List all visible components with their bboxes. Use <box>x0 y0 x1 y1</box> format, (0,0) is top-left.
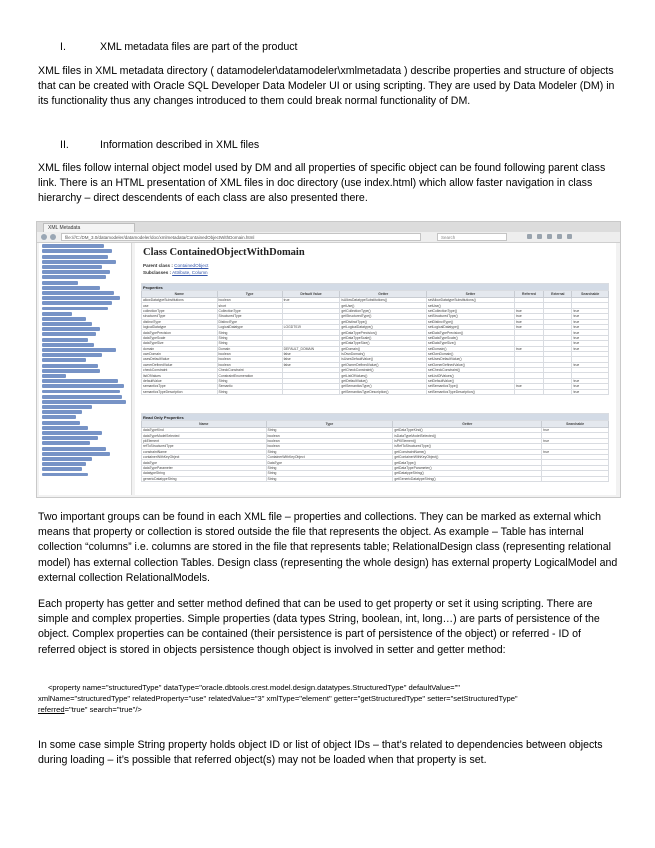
class-link[interactable] <box>42 384 124 388</box>
table-cell: boolean <box>217 357 282 362</box>
table-cell: true <box>514 384 543 389</box>
table-cell: isAllowDatatypeSubstitutions() <box>340 298 427 303</box>
table-cell: setCollectionType() <box>427 308 515 313</box>
table-cell: datatypeString <box>142 471 267 476</box>
class-link[interactable] <box>42 338 88 342</box>
table-section-header <box>142 414 609 421</box>
parent-class-label: Parent class : <box>143 263 173 268</box>
section-number: I. <box>60 41 66 53</box>
table-cell: true <box>572 389 609 394</box>
column-header: Type <box>266 421 393 428</box>
table-row <box>142 476 609 481</box>
column-header: Referred <box>514 291 543 298</box>
table-cell: true <box>572 362 609 367</box>
search-box[interactable]: Search <box>437 233 507 241</box>
table-cell: allowDatatypeSubstitutions <box>142 298 218 303</box>
table-cell: LogicalDatatype <box>217 324 282 329</box>
table-cell: false <box>282 362 340 367</box>
table-cell: ownDomain <box>142 351 218 356</box>
class-link[interactable] <box>42 426 88 430</box>
table-cell: String <box>266 465 393 470</box>
section-heading-cell: Properties <box>142 284 609 291</box>
table-header-row <box>142 291 609 298</box>
class-link[interactable] <box>42 312 72 316</box>
subclasses-line <box>143 270 208 275</box>
browser-toolbar <box>37 232 620 243</box>
table-cell: boolean <box>266 444 393 449</box>
table-cell: true <box>572 324 609 329</box>
class-link[interactable] <box>42 447 106 451</box>
column-header: Name <box>142 291 218 298</box>
class-link[interactable] <box>42 348 116 352</box>
table-cell: refToStructuredType <box>142 444 267 449</box>
class-link[interactable] <box>42 317 86 321</box>
class-link[interactable] <box>42 343 94 347</box>
table-cell: boolean <box>266 438 393 443</box>
table-cell: use <box>142 303 218 308</box>
section-title: Information described in XML files <box>100 139 260 151</box>
class-link[interactable] <box>42 332 96 336</box>
table-cell: getContainerWithKeyObject() <box>393 454 542 459</box>
menu-icon[interactable] <box>557 234 562 239</box>
table-cell: ownerDefinedValue <box>142 362 218 367</box>
table-cell: getOwnerDefinedValue() <box>340 362 427 367</box>
table-cell: getGenericDatatypeString() <box>393 476 542 481</box>
paragraph-object-ids: In some case simple String property holds object ID or list of object IDs – that’s related to dependencies between objects during loading – it’s possible that referred object(s) may not be loaded when that property is set. <box>38 739 603 767</box>
table-cell: DistinctType <box>217 319 282 324</box>
section-heading-2 <box>60 138 259 152</box>
table-cell: String <box>217 378 282 383</box>
table-cell: setDomain() <box>427 346 515 351</box>
table-cell: dataTypeModelSelected <box>142 433 267 438</box>
class-link[interactable] <box>42 431 102 435</box>
class-link[interactable] <box>42 410 82 414</box>
table-cell: setSemanticsType() <box>427 384 515 389</box>
table-cell: DataType <box>266 460 393 465</box>
class-link[interactable] <box>42 395 122 399</box>
class-link[interactable] <box>42 353 102 357</box>
table-cell: dataTypeScale <box>142 335 218 340</box>
table-cell: boolean <box>217 351 282 356</box>
browser-tab[interactable]: XML Metadata <box>43 223 135 232</box>
table-row <box>142 389 609 394</box>
table-cell: getDomain() <box>340 346 427 351</box>
table-cell: true <box>282 298 340 303</box>
table-cell: String <box>217 335 282 340</box>
column-header: Type <box>217 291 282 298</box>
table-cell: getDataTypeScale() <box>340 335 427 340</box>
table-cell: Semantic <box>217 384 282 389</box>
table-cell: setDefaultValue() <box>427 378 515 383</box>
table-cell: getDataTypeSize() <box>340 341 427 346</box>
table-cell: LOGDT019 <box>282 324 340 329</box>
table-cell: dataTypeKind <box>142 428 267 433</box>
class-link[interactable] <box>42 255 108 259</box>
column-header: Searchable <box>572 291 609 298</box>
column-header: Default Value <box>282 291 340 298</box>
table-cell: getConstraintName() <box>393 449 542 454</box>
table-cell: setDataTypeSize() <box>427 341 515 346</box>
column-header: Setter <box>427 291 515 298</box>
class-link[interactable] <box>42 307 108 311</box>
table-cell: isOwnDomain() <box>340 351 427 356</box>
class-link[interactable] <box>42 275 106 279</box>
column-header: Getter <box>340 291 427 298</box>
table-cell: getCheckConstraint() <box>340 368 427 373</box>
table-cell: CheckConstraint <box>217 368 282 373</box>
table-cell: getDefaultValue() <box>340 378 427 383</box>
class-link[interactable] <box>42 405 92 409</box>
table-cell: true <box>572 314 609 319</box>
table-cell: true <box>514 319 543 324</box>
table-cell: setDistinctType() <box>427 319 515 324</box>
table-cell: getDataTypeParameter() <box>393 465 542 470</box>
class-link[interactable] <box>42 301 112 305</box>
properties-table <box>141 283 609 395</box>
class-title: Class ContainedObjectWithDomain <box>143 247 305 258</box>
table-cell: dataTypeParameter <box>142 465 267 470</box>
class-link[interactable] <box>42 281 78 285</box>
table-cell <box>542 476 609 481</box>
table-cell: boolean <box>217 298 282 303</box>
table-cell: setOwnerDefinedValue() <box>427 362 515 367</box>
home-icon[interactable] <box>547 234 552 239</box>
table-cell: listOfValues <box>142 373 218 378</box>
table-cell: CollectionType <box>217 308 282 313</box>
table-cell: isPKElement() <box>393 438 542 443</box>
table-cell: true <box>572 330 609 335</box>
settings-icon[interactable] <box>567 234 572 239</box>
class-link[interactable] <box>42 457 92 461</box>
code-underlined-word: referred <box>38 705 65 714</box>
column-header: Name <box>142 421 267 428</box>
table-cell: getStructuredType() <box>340 314 427 319</box>
table-cell: getLogicalDatatype() <box>340 324 427 329</box>
table-cell: isDataTypeModelSelected() <box>393 433 542 438</box>
table-cell: true <box>514 308 543 313</box>
section-heading-cell: Read Only Properties <box>142 414 609 421</box>
table-cell: getCollectionType() <box>340 308 427 313</box>
table-section-header <box>142 284 609 291</box>
class-link[interactable] <box>42 260 116 264</box>
table-cell: String <box>266 471 393 476</box>
code-line-rest: ="true" search="true"/> <box>64 705 142 714</box>
class-link[interactable] <box>42 327 100 331</box>
table-cell: domain <box>142 346 218 351</box>
class-link[interactable] <box>42 400 126 404</box>
table-cell: setDataTypePrecision() <box>427 330 515 335</box>
table-cell: true <box>542 449 609 454</box>
paragraph-getter-setter: Each property has getter and setter method defined that can be used to get property or set it using scripting. There are simple and complex properties. Simple properties (data types String, boolean, int, long…) are parts of persistence of the object. Complex properties can be contained (their persistence is part of persistence of the object) or referred - ID of referred object is stored in objects persistence though object is involved in setter and getter method: <box>38 598 600 656</box>
table-cell: structuredType <box>142 314 218 319</box>
paragraph-groups: Two important groups can be found in each XML file – properties and collections. They can be marked as external which means that property or collection is stored outside the file that represents the object. As example – Table has internal collection “columns” i.e. columns are stored in the file that represents table; RelationalDesign class (representing relational model) has external collection Tables. Design class (representing the whole design) has external property LogicalModel and external collection RelationalModels. <box>38 511 618 584</box>
table-cell: false <box>282 351 340 356</box>
table-cell: true <box>572 346 609 351</box>
table-cell: getDataType() <box>393 460 542 465</box>
table-cell: true <box>572 384 609 389</box>
class-link[interactable] <box>42 415 76 419</box>
table-cell: String <box>217 330 282 335</box>
code-line: <property name="structuredType" dataType="oracle.dbtools.crest.model.design.datatypes.StructuredType" defaultValue="" <box>48 683 460 692</box>
parent-class-line <box>143 263 208 268</box>
table-cell: isRefToStructuredType() <box>393 444 542 449</box>
column-header: Searchable <box>542 421 609 428</box>
code-line: xmlName="structuredType" relatedProperty="use" relatedValue="3" xmlType="element" getter="getStructuredType" setter="setStructuredType" <box>38 694 518 703</box>
class-link[interactable] <box>42 244 104 248</box>
table-cell: distinctType <box>142 319 218 324</box>
code-line <box>38 704 628 715</box>
class-link[interactable] <box>42 441 90 445</box>
class-link[interactable] <box>42 452 110 456</box>
class-link[interactable] <box>42 374 66 378</box>
class-link[interactable] <box>42 296 120 300</box>
bookmark-icon[interactable] <box>527 234 532 239</box>
table-cell: getSemanticsType() <box>340 384 427 389</box>
table-cell: pkElement <box>142 438 267 443</box>
class-link[interactable] <box>42 265 102 269</box>
table-cell: setCheckConstraint() <box>427 368 515 373</box>
class-link[interactable] <box>42 291 114 295</box>
class-link[interactable] <box>42 286 100 290</box>
table-cell: getDataTypePrecision() <box>340 330 427 335</box>
parent-class-link[interactable]: ContainedObject <box>174 263 209 268</box>
paragraph-internal-model: XML files follow internal object model used by DM and all properties of specific object can be found following parent class link. There is an HTML presentation of XML files in doc directory (use index.html) which allow faster navigation in class hierarchy – direct descendents of each class are also presented there. <box>38 162 606 205</box>
table-cell: getDatatypeString() <box>393 471 542 476</box>
address-bar[interactable]: file:///C:/DM_3.0/datamodeler/datamodeler/doc/xmlmetadata/ContainedObjectWithDomain.html <box>61 233 421 241</box>
table-cell: true <box>572 335 609 340</box>
table-cell: true <box>514 324 543 329</box>
subclasses-label: Subclasses : <box>143 270 172 275</box>
table-cell: String <box>217 341 282 346</box>
table-cell: true <box>514 314 543 319</box>
table-cell: ConstraintEnumeration <box>217 373 282 378</box>
table-cell: semanticsType <box>142 384 218 389</box>
class-link[interactable] <box>42 270 110 274</box>
table-cell: checkConstraint <box>142 368 218 373</box>
table-cell: getDistinctType() <box>340 319 427 324</box>
table-cell: semanticsTypeDescription <box>142 389 218 394</box>
browser-tab-bar <box>37 222 620 232</box>
table-cell: true <box>572 341 609 346</box>
table-cell: containerWithKeyObject <box>142 454 267 459</box>
class-link[interactable] <box>42 322 92 326</box>
table-cell: false <box>282 357 340 362</box>
table-cell: true <box>572 308 609 313</box>
class-list-sidebar <box>39 243 132 495</box>
class-link[interactable] <box>42 473 88 477</box>
column-header: External <box>544 291 572 298</box>
table-cell: getUse() <box>340 303 427 308</box>
read-only-properties-table <box>141 413 609 482</box>
table-cell: true <box>542 438 609 443</box>
table-cell: constraintName <box>142 449 267 454</box>
class-link[interactable] <box>42 436 98 440</box>
table-cell: getDataTypeKind() <box>393 428 542 433</box>
table-cell: setStructuredType() <box>427 314 515 319</box>
table-cell: setLogicalDatatype() <box>427 324 515 329</box>
column-header: Getter <box>393 421 542 428</box>
code-sample <box>38 682 628 715</box>
subclasses-links[interactable]: Attribute, Column <box>172 270 208 275</box>
table-cell: usesDefaultValue <box>142 357 218 362</box>
forward-icon[interactable] <box>50 234 56 240</box>
table-cell: collectionType <box>142 308 218 313</box>
table-cell: dataTypeSize <box>142 341 218 346</box>
table-cell: String <box>266 428 393 433</box>
embedded-browser-screenshot <box>36 221 621 498</box>
table-cell <box>544 389 572 394</box>
table-cell: defaultValue <box>142 378 218 383</box>
class-link[interactable] <box>42 467 82 471</box>
table-cell: setAllowDatatypeSubstitutions() <box>427 298 515 303</box>
table-cell: String <box>217 389 282 394</box>
class-link[interactable] <box>42 462 86 466</box>
table-cell: logicalDatatype <box>142 324 218 329</box>
table-cell: ContainerWithKeyObject <box>266 454 393 459</box>
table-cell: setOwnDomain() <box>427 351 515 356</box>
table-cell: true <box>514 346 543 351</box>
class-doc-page <box>135 243 616 495</box>
class-link[interactable] <box>42 364 98 368</box>
table-cell: setUsesDefaultValue() <box>427 357 515 362</box>
table-cell: short <box>217 303 282 308</box>
table-cell: true <box>542 428 609 433</box>
back-icon[interactable] <box>41 234 47 240</box>
class-link[interactable] <box>42 369 100 373</box>
table-cell: setUse() <box>427 303 515 308</box>
table-cell: setSemanticsTypeDescription() <box>427 389 515 394</box>
table-cell: dataType <box>142 460 267 465</box>
table-cell: true <box>572 319 609 324</box>
table-cell: getListOfValues() <box>340 373 427 378</box>
download-icon[interactable] <box>537 234 542 239</box>
table-cell: DEFAULT_DOMAIN <box>282 346 340 351</box>
table-cell <box>282 389 340 394</box>
table-cell: setListOfValues() <box>427 373 515 378</box>
class-link[interactable] <box>42 358 86 362</box>
table-cell: genericDatatypeString <box>142 476 267 481</box>
table-cell: String <box>266 449 393 454</box>
table-cell: isUsesDefaultValue() <box>340 357 427 362</box>
table-cell: getSemanticsTypeDescription() <box>340 389 427 394</box>
section-number: II. <box>60 139 69 151</box>
section-heading-1 <box>60 40 297 54</box>
table-cell: dataTypePrecision <box>142 330 218 335</box>
class-link[interactable] <box>42 379 118 383</box>
table-cell: setDataTypeScale() <box>427 335 515 340</box>
paragraph-xml-metadata: XML files in XML metadata directory ( datamodeler\datamodeler\xmlmetadata ) describe properties and structure of objects that can be created with Oracle SQL Developer Data Modeler UI or using scripting. They are used by Data Modeler (DM) in its functionality thus any changes introduced to them could break normal functionality of DM. <box>38 65 615 108</box>
table-cell: true <box>572 378 609 383</box>
section-title: XML metadata files are part of the product <box>100 41 298 53</box>
table-cell: String <box>266 476 393 481</box>
class-link[interactable] <box>42 390 120 394</box>
table-cell: Domain <box>217 346 282 351</box>
table-cell: StructuredType <box>217 314 282 319</box>
table-header-row <box>142 421 609 428</box>
class-link[interactable] <box>42 421 80 425</box>
class-link[interactable] <box>42 249 112 253</box>
table-cell: boolean <box>266 433 393 438</box>
table-cell: boolean <box>217 362 282 367</box>
table-cell <box>514 389 543 394</box>
